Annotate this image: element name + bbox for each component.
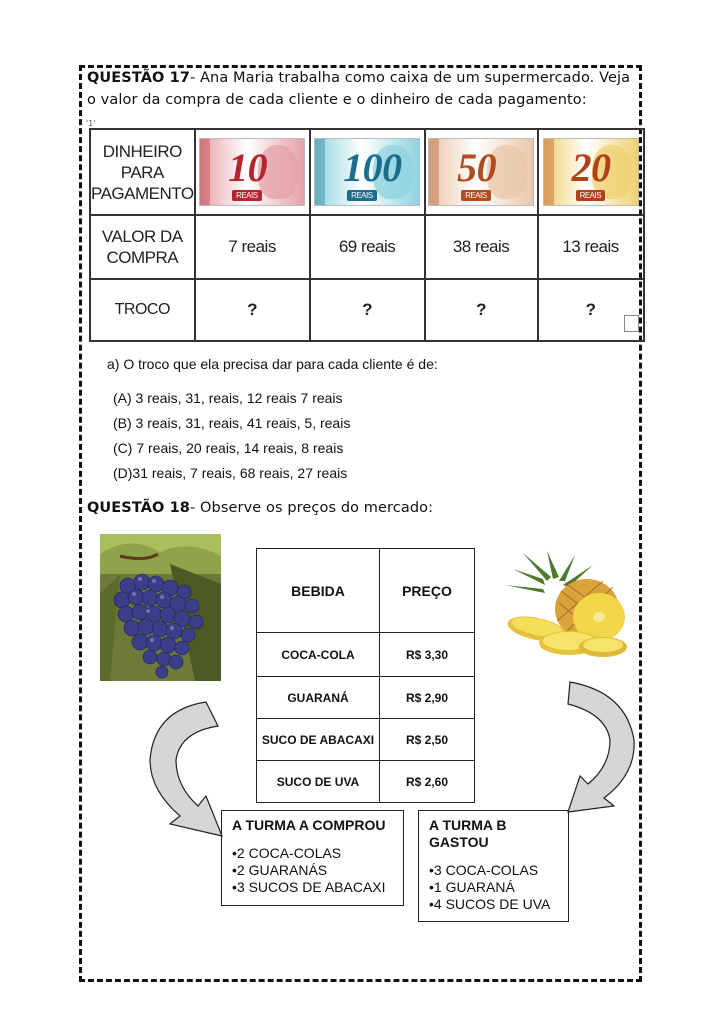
drink-name: SUCO DE ABACAXI: [257, 719, 380, 761]
price-col-bebida: BEBIDA: [257, 549, 380, 633]
turma-b-box: [418, 810, 569, 922]
head-troco: TROCO: [90, 279, 195, 341]
turma-a-box: [221, 810, 404, 906]
banknote-20-image: 20 REAIS: [543, 138, 639, 206]
banknote-100-image: 100 REAIS: [314, 138, 420, 206]
option-d: (D)31 reais, 7 reais, 68 reais, 27 reais: [113, 465, 348, 481]
q17-text-line2: o valor da compra de cada cliente e o dinheiro de cada pagamento:: [87, 92, 587, 108]
bill-cell-2: [310, 129, 425, 215]
option-b: (B) 3 reais, 31, reais, 41 reais, 5, reais: [113, 415, 351, 431]
purchase-value: 38 reais: [425, 215, 538, 279]
change-value: ?: [195, 279, 310, 341]
item-a-prompt: a) O troco que ela precisa dar para cada cliente é de:: [107, 356, 438, 372]
q17-header: [87, 67, 647, 89]
purchase-value: 69 reais: [310, 215, 425, 279]
head-dinheiro: DINHEIRO PARA PAGAMENTO: [90, 129, 195, 215]
turma-b-item: •3 COCA-COLAS: [429, 862, 539, 878]
option-c: (C) 7 reais, 20 reais, 14 reais, 8 reais: [113, 440, 344, 456]
curved-arrow-right-icon: [564, 678, 644, 818]
turma-a-item: •2 GUARANÁS: [232, 862, 328, 878]
turma-a-item: •2 COCA-COLAS: [232, 845, 342, 861]
drink-price: R$ 2,60: [380, 761, 475, 803]
banknote-10-image: 10 REAIS: [199, 138, 305, 206]
turma-b-item: •1 GUARANÁ: [429, 879, 515, 895]
q18-text: - Observe os preços do mercado:: [190, 500, 434, 516]
grapes-image: [100, 534, 221, 681]
head-valor-compra: VALOR DA COMPRA: [90, 215, 195, 279]
q18-header: [87, 497, 433, 519]
purchase-value: 13 reais: [538, 215, 644, 279]
change-value: ?: [310, 279, 425, 341]
bill-cell-1: [195, 129, 310, 215]
price-col-preco: PREÇO: [380, 549, 475, 633]
change-value-last: ?: [538, 279, 644, 341]
drink-price: R$ 2,90: [380, 677, 475, 719]
curved-arrow-left-icon: [140, 700, 226, 840]
q17-text-line1: - Ana Maria trabalha como caixa de um supermercado. Veja: [190, 70, 631, 86]
drink-price: R$ 2,50: [380, 719, 475, 761]
turma-a-item: •3 SUCOS DE ABACAXI: [232, 879, 386, 895]
drink-name: SUCO DE UVA: [257, 761, 380, 803]
q18-label: QUESTÃO 18: [87, 500, 190, 516]
price-table: [256, 548, 475, 803]
checkbox-square: [624, 315, 639, 332]
change-value: ?: [425, 279, 538, 341]
drink-name: GUARANÁ: [257, 677, 380, 719]
turma-a-title: A TURMA A COMPROU: [232, 817, 386, 833]
small-mark: '1': [86, 119, 96, 128]
option-a: (A) 3 reais, 31, reais, 12 reais 7 reais: [113, 390, 343, 406]
drink-name: COCA-COLA: [257, 633, 380, 677]
q17-label: QUESTÃO 17: [87, 70, 190, 86]
banknote-50-image: 50 REAIS: [428, 138, 534, 206]
bill-cell-4: [538, 129, 644, 215]
turma-b-item: •4 SUCOS DE UVA: [429, 896, 551, 912]
turma-b-title: A TURMA B GASTOU: [429, 817, 507, 850]
drink-price: R$ 3,30: [380, 633, 475, 677]
bill-cell-3: [425, 129, 538, 215]
purchase-value: 7 reais: [195, 215, 310, 279]
pineapple-image: [503, 551, 631, 663]
money-table: [89, 128, 645, 342]
